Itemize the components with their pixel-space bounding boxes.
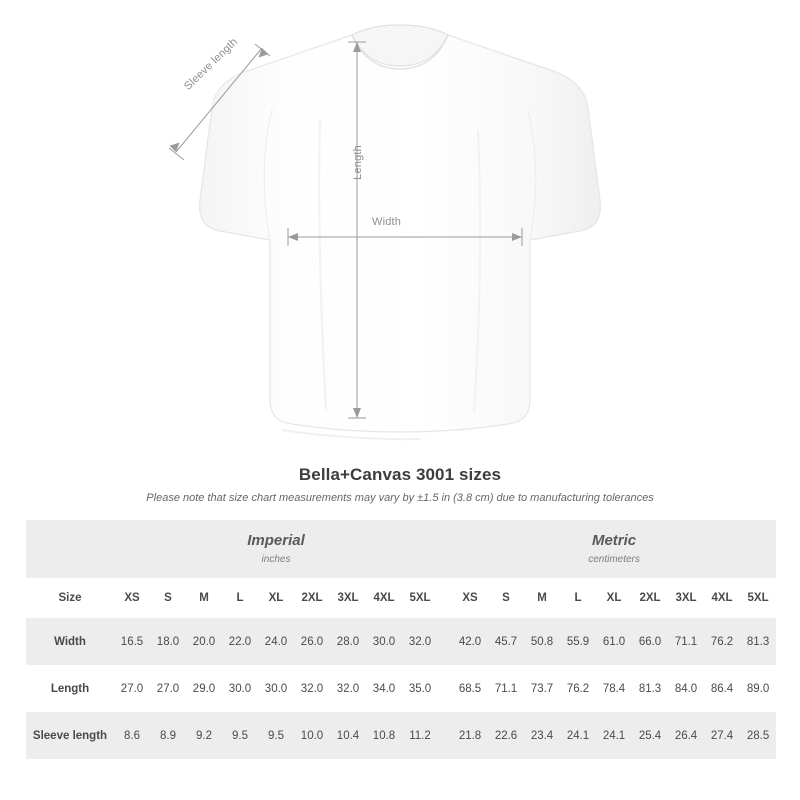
cell-imperial-length-s: 27.0 [150, 665, 186, 712]
size-header-label: Size [26, 578, 114, 618]
cell-imperial-length-4xl: 34.0 [366, 665, 402, 712]
sleeve-length-label: Sleeve length [182, 35, 241, 93]
cell-metric-width-5xl: 81.3 [740, 618, 776, 665]
width-label: Width [372, 216, 402, 228]
row-label-sleeve-length: Sleeve length [26, 712, 114, 759]
cell-metric-sleeve-length-m: 23.4 [524, 712, 560, 759]
cell-imperial-sleeve-length-4xl: 10.8 [366, 712, 402, 759]
row-gap [438, 665, 452, 712]
cell-metric-length-3xl: 84.0 [668, 665, 704, 712]
cell-imperial-width-xl: 24.0 [258, 618, 294, 665]
cell-imperial-sleeve-length-xs: 8.6 [114, 712, 150, 759]
cell-metric-width-xl: 61.0 [596, 618, 632, 665]
unit-header-gap [438, 520, 452, 578]
cell-imperial-width-4xl: 30.0 [366, 618, 402, 665]
size-header-imperial-4xl: 4XL [366, 578, 402, 618]
cell-metric-length-2xl: 81.3 [632, 665, 668, 712]
row-label-length: Length [26, 665, 114, 712]
size-header-row [26, 578, 776, 618]
cell-metric-length-4xl: 86.4 [704, 665, 740, 712]
cell-imperial-sleeve-length-l: 9.5 [222, 712, 258, 759]
size-header-imperial-l: L [222, 578, 258, 618]
cell-metric-sleeve-length-3xl: 26.4 [668, 712, 704, 759]
cell-imperial-sleeve-length-m: 9.2 [186, 712, 222, 759]
cell-imperial-sleeve-length-2xl: 10.0 [294, 712, 330, 759]
size-header-metric-xl: XL [596, 578, 632, 618]
size-header-metric-5xl: 5XL [740, 578, 776, 618]
cell-metric-width-2xl: 66.0 [632, 618, 668, 665]
size-header-imperial-5xl: 5XL [402, 578, 438, 618]
cell-metric-length-l: 76.2 [560, 665, 596, 712]
size-header-metric-m: M [524, 578, 560, 618]
cell-imperial-length-m: 29.0 [186, 665, 222, 712]
cell-metric-sleeve-length-l: 24.1 [560, 712, 596, 759]
metric-unit-sub: centimeters [588, 553, 640, 565]
size-header-metric-xs: XS [452, 578, 488, 618]
size-header-imperial-xs: XS [114, 578, 150, 618]
size-header-imperial-s: S [150, 578, 186, 618]
unit-header-row [26, 520, 776, 578]
tolerance-note: Please note that size chart measurements may vary by ±1.5 in (3.8 cm) due to manufacturing tolerances [146, 492, 654, 504]
size-header-metric-s: S [488, 578, 524, 618]
cell-imperial-length-5xl: 35.0 [402, 665, 438, 712]
cell-imperial-sleeve-length-3xl: 10.4 [330, 712, 366, 759]
cell-imperial-width-2xl: 26.0 [294, 618, 330, 665]
cell-imperial-width-m: 20.0 [186, 618, 222, 665]
cell-imperial-width-l: 22.0 [222, 618, 258, 665]
cell-imperial-length-3xl: 32.0 [330, 665, 366, 712]
length-label: Length [352, 145, 364, 180]
imperial-unit-name: Imperial [247, 532, 305, 550]
size-header-metric-3xl: 3XL [668, 578, 704, 618]
table-row [26, 712, 776, 759]
cell-imperial-length-xl: 30.0 [258, 665, 294, 712]
cell-imperial-width-xs: 16.5 [114, 618, 150, 665]
size-header-imperial-xl: XL [258, 578, 294, 618]
cell-metric-width-l: 55.9 [560, 618, 596, 665]
imperial-unit-sub: inches [261, 553, 291, 565]
cell-metric-width-xs: 42.0 [452, 618, 488, 665]
metric-unit-name: Metric [591, 532, 637, 550]
metric-unit-header [452, 520, 776, 578]
cell-imperial-length-xs: 27.0 [114, 665, 150, 712]
cell-metric-length-s: 71.1 [488, 665, 524, 712]
row-gap [438, 618, 452, 665]
cell-imperial-length-2xl: 32.0 [294, 665, 330, 712]
cell-imperial-width-s: 18.0 [150, 618, 186, 665]
cell-metric-length-5xl: 89.0 [740, 665, 776, 712]
cell-metric-length-xl: 78.4 [596, 665, 632, 712]
cell-metric-width-4xl: 76.2 [704, 618, 740, 665]
cell-metric-sleeve-length-xl: 24.1 [596, 712, 632, 759]
cell-metric-length-m: 73.7 [524, 665, 560, 712]
size-header-metric-l: L [560, 578, 596, 618]
cell-metric-width-s: 45.7 [488, 618, 524, 665]
title-block [0, 465, 800, 504]
cell-imperial-sleeve-length-s: 8.9 [150, 712, 186, 759]
cell-metric-sleeve-length-5xl: 28.5 [740, 712, 776, 759]
page-title: Bella+Canvas 3001 sizes [298, 465, 502, 484]
cell-metric-sleeve-length-xs: 21.8 [452, 712, 488, 759]
size-header-imperial-m: M [186, 578, 222, 618]
cell-imperial-width-5xl: 32.0 [402, 618, 438, 665]
row-gap [438, 712, 452, 759]
cell-metric-width-3xl: 71.1 [668, 618, 704, 665]
size-header-imperial-3xl: 3XL [330, 578, 366, 618]
row-label-width: Width [26, 618, 114, 665]
cell-imperial-width-3xl: 28.0 [330, 618, 366, 665]
cell-imperial-sleeve-length-5xl: 11.2 [402, 712, 438, 759]
unit-header-spacer [26, 520, 114, 578]
size-table [26, 520, 776, 759]
size-header-gap [438, 578, 452, 618]
cell-metric-sleeve-length-s: 22.6 [488, 712, 524, 759]
cell-metric-width-m: 50.8 [524, 618, 560, 665]
size-table-wrapper [26, 520, 774, 759]
cell-metric-length-xs: 68.5 [452, 665, 488, 712]
table-row [26, 618, 776, 665]
size-header-metric-2xl: 2XL [632, 578, 668, 618]
size-header-metric-4xl: 4XL [704, 578, 740, 618]
cell-metric-sleeve-length-2xl: 25.4 [632, 712, 668, 759]
size-header-imperial-2xl: 2XL [294, 578, 330, 618]
cell-metric-sleeve-length-4xl: 27.4 [704, 712, 740, 759]
imperial-unit-header [114, 520, 438, 578]
cell-imperial-length-l: 30.0 [222, 665, 258, 712]
cell-imperial-sleeve-length-xl: 9.5 [258, 712, 294, 759]
table-row [26, 665, 776, 712]
